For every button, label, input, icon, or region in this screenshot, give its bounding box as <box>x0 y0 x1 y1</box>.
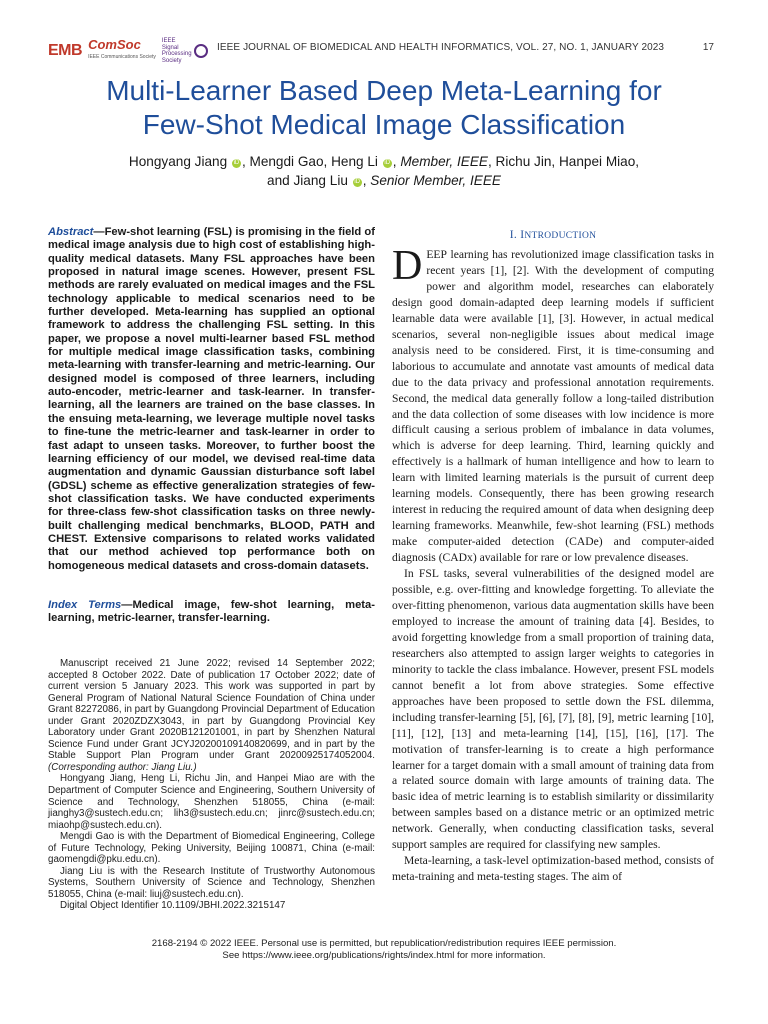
footnote <box>48 658 375 912</box>
abstract-label: Abstract <box>48 226 94 238</box>
footnote-affiliation-2: Mengdi Gao is with the Department of Biomedical Engineering, College of Future Technology, Peking University, Beijing 100871, China (e-mail: gaomengdi@pku.edu.cn). <box>48 831 375 866</box>
intro-paragraph-3: Meta-learning, a task-level optimization-based method, consists of meta-training and meta-testing stages. The aim of <box>392 854 714 884</box>
section-heading-introduction: I. INTRODUCTION <box>509 229 597 241</box>
intro-paragraph-1: DEEP learning has revolutionized image classification tasks in recent years [1], [2]. With the development of computing power and algorithm model, researches can elaborately design good domain-adapted deep learning models if sufficient learnable data were available [1], [3]. However, in actual medical scenarios, several non-negligible issues about medical image analysis need to be considered. First, it is time-consuming and laborious to accumulate and annotate vast amounts of medical data due to the data privacy and professional annotation requirements. Second, the medical data generally follow a long-tailed distribution and the data collection of some diseases with low incidence is more difficult causing a serious problem of imbalance in data volumes, which is adverse for deep learning. Third, learning quickly and effectively is a hallmark of human intelligence and how to learn to learn with limited learning materials is the pursuit of current deep learning models. Consequently, there has been growing research interest in reducing the required amount of data when designing deep learning frameworks. Meanwhile, few-shot learning (FSL) methods make computer-aided detection (CADe) and computer-aided diagnosis (CADx) available for rare or low prevalence diseases. <box>392 243 714 565</box>
orcid-icon[interactable]: iD <box>354 179 361 185</box>
introduction-body <box>392 243 714 885</box>
footnote-manuscript: Manuscript received 21 June 2022; revised 14 September 2022; accepted 8 October 2022. Date of publication 17 October 2022; date of current version 5 January 2023. This work was supported in part by General Program of National Natural Science Foundation of China under Grant 82272086, in part by Guangdong Provincial Department of Education under Grant 2020ZDZX3043, in part by Guangdong Provincial Key Laboratory under Grant 2020B121201001, in part by Shenzhen Natural Science Fund under Grant JCYJ20200109140820699, and in part by the Stable Support Plan Program under Grant 20200925174052004. (Corresponding author: Jiang Liu.) <box>48 658 375 773</box>
page-header <box>48 38 714 66</box>
abstract <box>48 226 375 573</box>
abstract-text: —Few-shot learning (FSL) is promising in the field of medical image analysis due to high cost of establishing high-quality medical datasets. Many FSL approaches have been proposed in natural image scenes. However, present FSL methods are rarely evaluated on medical images and the FSL technology applicable to medical scenarios need to be further developed. Meta-learning has supplied an optional framework to address the challenging FSL setting. In this paper, we propose a novel multi-learner based FSL method for multiple medical image classification tasks, combining meta-learning with transfer-learning and metric-learning. Our designed model is composed of three learners, including auto-encoder, metric-learner and task-learner. In transfer-learning, all the learners are trained on the base classes. In the ensuing meta-learning, we leverage multiple novel tasks to fine-tune the metric-learner and task-learner in order to fast adapt to unseen tasks. Moreover, to further boost the learning efficiency of our model, we devised real-time data augmentation and dynamic Gaussian disturbance soft label (GDSL) scheme as effective generalization strategies of few-shot classification tasks. We have conducted experiments for three-class few-shot classification tasks on three newly-built challenging medical benchmarks, BLOOD, PATH and CHEST. Extensive comparisons to related works validated that our method achieved top performance both on homogeneous medical datasets and cross-domain datasets. <box>48 226 375 572</box>
paper-title <box>40 74 728 142</box>
drop-cap: D <box>392 243 423 289</box>
footnote-affiliation-1: Hongyang Jiang, Heng Li, Richu Jin, and Hanpei Miao are with the Department of Computer Science and Engineering, Southern University of Science and Technology, Shenzhen 518055, China (e-mail: jianghy3@sustech.edu.cn; lih3@sustech.edu.cn; jinrc@sustech.edu.cn; miaohp@sustech.edu.cn). <box>48 773 375 831</box>
title-line-1: Multi-Learner Based Deep Meta-Learning for <box>106 75 662 106</box>
orcid-icon[interactable]: iD <box>233 160 240 166</box>
signal-processing-logo: IEEE Signal Processing Society <box>162 38 208 64</box>
title-line-2: Few-Shot Medical Image Classification <box>142 109 626 140</box>
rights-link[interactable]: See https://www.ieee.org/publications/rights/index.html for more information. <box>222 949 546 961</box>
index-terms-label: Index Terms <box>48 599 122 611</box>
orcid-icon[interactable]: iD <box>384 160 391 166</box>
index-terms <box>48 599 375 626</box>
journal-name: IEEE JOURNAL OF BIOMEDICAL AND HEALTH INFORMATICS, VOL. 27, NO. 1, JANUARY 2023 <box>217 42 665 53</box>
intro-paragraph-2: In FSL tasks, several vulnerabilities of the designed model are possible, e.g. over-fitting and knowledge forgetting. To alleviate the over-fitting phenomenon, various data augmentation skills have been employed to increase the amount of training data [4]. Besides, to avoid forgetting knowledge from a small proportion of training data, researchers also attempted to assign larger weights to categories in minority to tackle the class imbalance. However, present FSL models cannot benefit a lot from above strategies. Some effective approaches have been proposed to settle down the FSL dilemma, including transfer-learning [5], [6], [7], [8], [9], metric learning [10], [11], [12], [13] and meta-learning [14], [15], [16], [17]. The motivation of transfer-learning is to create a high performance learner for a target domain with a small amount of training data from a related source domain with large amounts of training data. The basic idea of metric learning is to establish similarity or dissimilarity between samples based on a distance metric or an optimized metric network. Generally, when conducting classification tasks, several support samples are required for classifying new samples. <box>392 567 714 852</box>
page-number: 17 <box>702 42 714 53</box>
comsoc-logo: ComSoc IEEE Communications Society <box>88 37 156 60</box>
copyright-notice: 2168-2194 © 2022 IEEE. Personal use is permitted, but republication/redistribution requires IEEE permission. See https://www.ieee.org/publications/rights/index.html for more information. <box>151 938 617 961</box>
signal-processing-emblem-icon <box>194 44 208 58</box>
footnote-doi: Digital Object Identifier 10.1109/JBHI.2022.3215147 <box>60 900 286 912</box>
author-list: Hongyang Jiang iD , Mengdi Gao, Heng Li iD , Member, IEEE, Richu Jin, Hanpei Miao, and Jiang Liu iD , Senior Member, IEEE <box>128 154 640 188</box>
index-terms-text: —Medical image, few-shot learning, meta-learning, metric-learner, transfer-learning. <box>48 599 375 625</box>
society-logos <box>48 38 208 64</box>
emb-logo: EMB <box>48 42 83 59</box>
footnote-affiliation-3: Jiang Liu is with the Research Institute of Trustworthy Autonomous Systems, Southern University of Science and Technology, Shenzhen 518055, China (e-mail: liuj@sustech.edu.cn). <box>48 865 375 900</box>
